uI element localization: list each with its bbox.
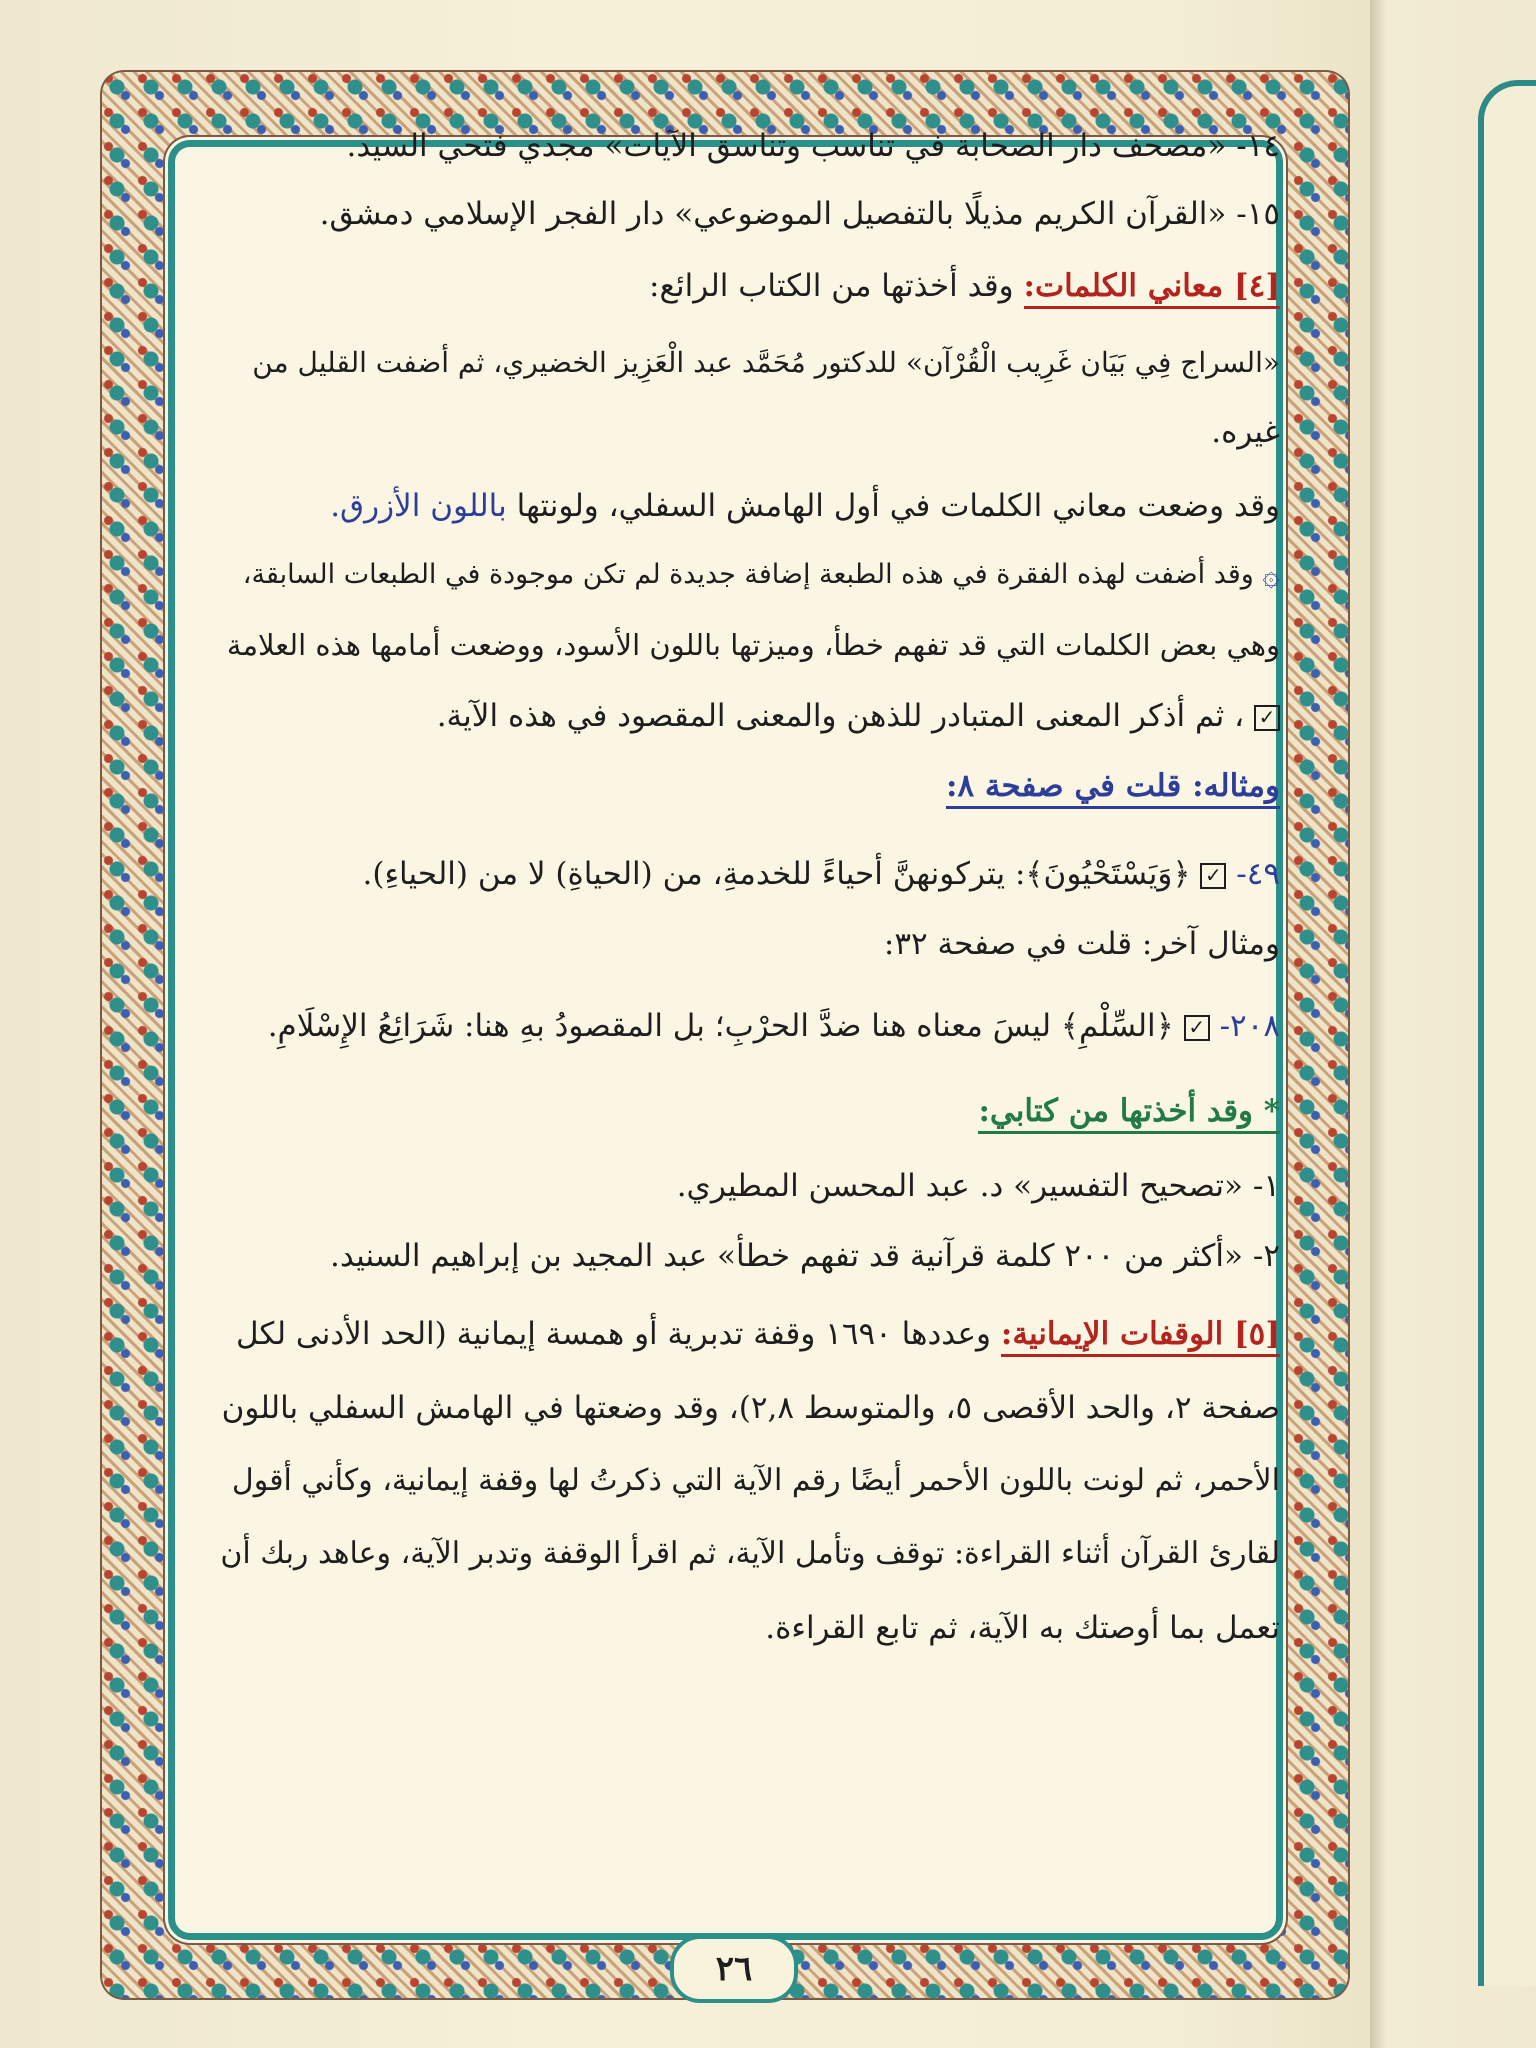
- text-line: ٢- «أكثر من ٢٠٠ كلمة قرآنية قد تفهم خطأ» عبد المجيد بن إبراهيم السنيد.: [329, 1238, 1280, 1274]
- text-line: «السراج فِي بَيَان غَرِيب الْقُرْآن» للدكتور مُحَمَّد عبد الْعَزِيز الخضيري، ثم أضفت القليل من: [252, 346, 1280, 379]
- sources-heading: * وقد أخذتها من كتابي:: [978, 1093, 1280, 1134]
- section-heading-faith-reflections: [٥] الوقفات الإيمانية:: [1001, 1316, 1280, 1357]
- text-line: وقد وضعت معاني الكلمات في أول الهامش السفلي، ولونتها باللون الأزرق.: [330, 488, 1280, 524]
- page-number: ٢٦: [670, 1935, 798, 2003]
- text-line: ومثال آخر: قلت في صفحة ٣٢:: [883, 926, 1280, 962]
- verse-number: ٤٩-: [1236, 856, 1280, 892]
- text-line: ۞ وقد أضفت لهذه الفقرة في هذه الطبعة إضافة جديدة لم تكن موجودة في الطبعات السابقة،: [242, 558, 1280, 593]
- text-line: غيره.: [1211, 414, 1280, 450]
- text-line: ١- «تصحيح التفسير» د. عبد المحسن المطيري.: [676, 1168, 1280, 1204]
- text-line: ✓ ، ثم أذكر المعنى المتبادر للذهن والمعنى المقصود في هذه الآية.: [437, 698, 1280, 734]
- text-line: [946, 768, 1280, 804]
- text-line: ٢٠٨- ✓ ﴿السِّلْمِ﴾ ليسَ معناه هنا ضدَّ الحرْبِ؛ بل المقصودُ بهِ هنا: شَرَائِعُ الإِسْلَامِ.: [267, 1008, 1280, 1044]
- text-line: ١٤- «مصحف دار الصحابة في تناسب وتناسق الآيات» مجدي فتحي السيد.: [346, 128, 1280, 164]
- octagram-icon: ۞: [1262, 558, 1280, 593]
- text-line: الأحمر، ثم لونت باللون الأحمر أيضًا رقم الآية التي ذكرتُ لها وقفة إيمانية، وكأني أقول: [231, 1463, 1280, 1498]
- text-line: تعمل بما أوصتك به الآية، ثم تابع القراءة.: [765, 1610, 1280, 1646]
- text-line: [٤] معاني الكلمات: وقد أخذتها من الكتاب الرائع:: [649, 268, 1280, 304]
- checkbox-mark-icon: ✓: [1254, 705, 1280, 731]
- blue-color-label: باللون الأزرق.: [330, 488, 507, 524]
- text-line: لقارئ القرآن أثناء القراءة: توقف وتأمل الآية، ثم اقرأ الوقفة وتدبر الآية، وعاهد ربك أن: [220, 1536, 1280, 1571]
- facing-page-frame: [1478, 80, 1536, 1986]
- text-line: ١٥- «القرآن الكريم مذيلًا بالتفصيل الموضوعي» دار الفجر الإسلامي دمشق.: [319, 196, 1280, 232]
- text-line: [978, 1093, 1280, 1129]
- checkbox-mark-icon: ✓: [1184, 1015, 1210, 1041]
- text-line: صفحة ٢، والحد الأقصى ٥، والمتوسط ٢,٨)، وقد وضعتها في الهامش السفلي باللون: [221, 1390, 1280, 1426]
- checkbox-mark-icon: ✓: [1200, 863, 1226, 889]
- text-line: ٤٩- ✓ ﴿وَيَسْتَحْيُونَ﴾: يتركونهنَّ أحياءً للخدمةِ، من (الحياةِ) لا من (الحياءِ).: [362, 856, 1280, 892]
- example-heading: ومثاله: قلت في صفحة ٨:: [946, 768, 1280, 809]
- text-line: وهي بعض الكلمات التي قد تفهم خطأ، وميزتها باللون الأسود، ووضعت أمامها هذه العلامة: [226, 628, 1280, 662]
- verse-number: ٢٠٨-: [1219, 1008, 1280, 1044]
- text-line: [٥] الوقفات الإيمانية: وعددها ١٦٩٠ وقفة تدبرية أو همسة إيمانية (الحد الأدنى لكل: [236, 1316, 1280, 1352]
- section-heading-word-meanings: [٤] معاني الكلمات:: [1024, 268, 1281, 309]
